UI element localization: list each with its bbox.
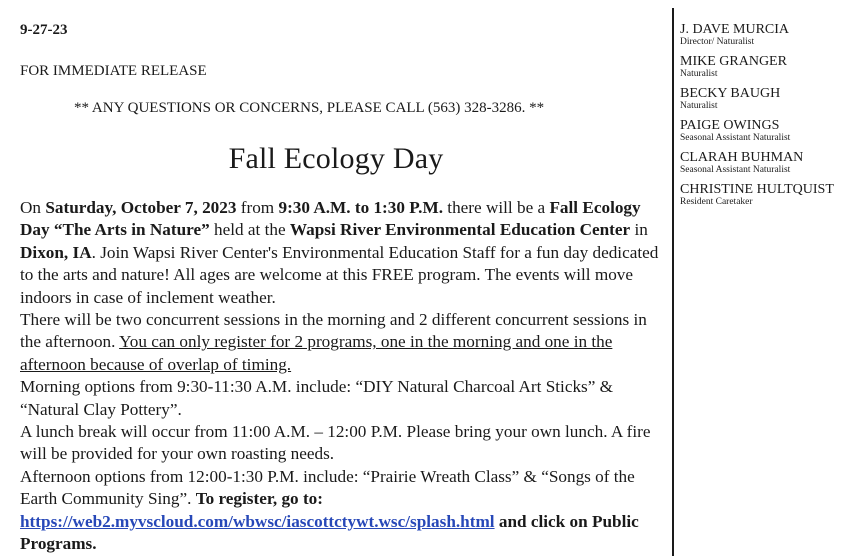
staff-role: Director/ Naturalist (680, 37, 755, 47)
contact-notice: ** ANY QUESTIONS OR CONCERNS, PLEASE CALL (563) 328-3286. ** (74, 100, 545, 116)
event-name: Fall Ecology Day “The Arts in Nature” (20, 198, 641, 240)
staff-role: Naturalist (680, 69, 718, 79)
staff-name: MIKE GRANGER (680, 54, 787, 69)
staff-name: CHRISTINE HULTQUIST (680, 182, 834, 197)
text-span: On (20, 198, 46, 217)
text-span: There will be two concurrent sessions in the morning and 2 different concurrent sessions in the afternoon. (20, 310, 647, 352)
release-date: 9-27-23 (20, 22, 68, 38)
text-span: there will be a (443, 198, 550, 217)
staff-entry (680, 182, 853, 208)
staff-name: BECKY BAUGH (680, 86, 781, 101)
event-venue: Wapsi River Environmental Education Center (289, 220, 631, 240)
sessions-paragraph (20, 309, 660, 376)
staff-entry (680, 22, 853, 48)
staff-entry (680, 86, 853, 112)
text-span: . Join Wapsi River Center's Environmental Education Staff for a fun day dedicated to the arts and nature! All ages are welcome at this FREE program. The events will move indoors in case of inclement weather. (20, 242, 659, 307)
text-span: Afternoon options from 12:00-1:30 P.M. include: “Prairie Wreath Class” & “Songs of the Earth Community Sing”. (20, 466, 635, 509)
registration-limit-note: You can only register for 2 programs, one in the morning and one in the afternoon because of overlap of timing. (20, 332, 613, 374)
event-date: Saturday, October 7, 2023 (45, 198, 237, 217)
staff-entry (680, 150, 853, 176)
registration-link[interactable]: https://web2.myvscloud.com/wbwsc/iascottctywt.wsc/splash.html (20, 511, 495, 531)
text-span: from (236, 198, 279, 217)
staff-name: J. DAVE MURCIA (680, 22, 790, 37)
register-prompt: To register, go to: (195, 489, 323, 509)
staff-role: Seasonal Assistant Naturalist (680, 133, 791, 143)
event-time: 9:30 A.M. to 1:30 P.M. (278, 198, 443, 217)
vertical-divider (672, 8, 674, 556)
event-location: Dixon, IA (20, 242, 92, 262)
release-label: FOR IMMEDIATE RELEASE (20, 63, 207, 79)
document-title: Fall Ecology Day (228, 142, 444, 175)
staff-entry (680, 54, 853, 80)
staff-role: Resident Caretaker (680, 197, 753, 207)
event-summary-paragraph (20, 197, 660, 309)
register-instruction: and click on Public Programs. (20, 511, 639, 554)
lunch-paragraph: A lunch break will occur from 11:00 A.M. – 12:00 P.M. Please bring your own lunch. A fire will be provided for your own roasting needs. (20, 422, 651, 464)
staff-name: CLARAH BUHMAN (680, 150, 804, 165)
staff-role: Naturalist (680, 101, 718, 111)
staff-entry (680, 118, 853, 144)
staff-name: PAIGE OWINGS (680, 118, 780, 133)
press-release-body (20, 197, 660, 556)
morning-options-paragraph: Morning options from 9:30-11:30 A.M. include: “DIY Natural Charcoal Art Sticks” & “Natural Clay Pottery”. (20, 377, 614, 419)
staff-directory (680, 22, 853, 214)
text-span: held at the (209, 220, 290, 240)
afternoon-options-paragraph (20, 466, 660, 556)
staff-role: Seasonal Assistant Naturalist (680, 165, 791, 175)
text-span: in (630, 220, 648, 240)
